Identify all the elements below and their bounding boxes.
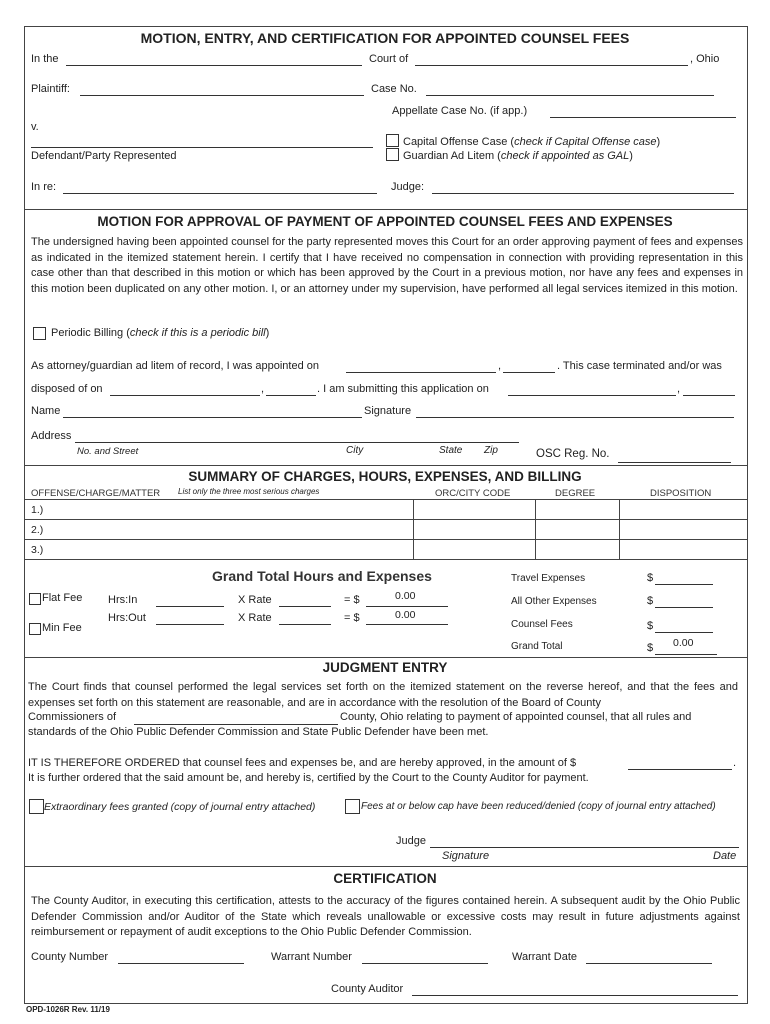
motion-heading: MOTION FOR APPROVAL OF PAYMENT OF APPOINTED COUNSEL FEES AND EXPENSES	[97, 214, 673, 229]
signature-field[interactable]	[416, 407, 734, 418]
county-number-field[interactable]	[118, 953, 244, 964]
divider	[24, 866, 747, 867]
col-offense: OFFENSE/CHARGE/MATTER	[31, 488, 161, 499]
city-label: City	[346, 445, 364, 456]
name-field[interactable]	[63, 407, 362, 418]
certified-text: It is further ordered that the said amount be, and hereby is, certified by the Court to the County Auditor for payment.	[28, 772, 589, 784]
table-line	[24, 559, 747, 560]
flat-fee-checkbox[interactable]	[29, 593, 41, 605]
hrs-in-field[interactable]	[156, 596, 224, 607]
hrs-out-label: Hrs:Out	[108, 612, 146, 624]
versus-label: v.	[31, 121, 39, 133]
osc-label: OSC Reg. No.	[536, 448, 610, 460]
disposed-date-field[interactable]	[110, 385, 260, 396]
table-row[interactable]: 1.)	[31, 504, 44, 516]
judge-signature-field[interactable]	[430, 837, 739, 848]
col-disposition: DISPOSITION	[650, 488, 712, 499]
dollar-sign: $	[647, 595, 654, 607]
dollar-sign: $	[647, 572, 654, 584]
divider	[24, 209, 747, 210]
state-label: State	[439, 445, 463, 456]
commissioners-label: Commissioners of	[28, 711, 117, 723]
divider	[24, 465, 747, 466]
submit-year-field[interactable]	[683, 385, 735, 396]
flat-fee-label: Flat Fee	[42, 592, 83, 604]
counsel-field[interactable]	[655, 622, 713, 633]
county-auditor-label: County Auditor	[331, 983, 404, 995]
comma: ,	[677, 383, 681, 395]
travel-label: Travel Expenses	[511, 573, 586, 584]
judge-label: Judge:	[391, 181, 425, 193]
commissioners-county-field[interactable]	[134, 714, 338, 725]
rate-in-field[interactable]	[279, 596, 331, 607]
county-auditor-field[interactable]	[412, 985, 738, 996]
form-frame	[24, 26, 748, 1004]
warrant-date-label: Warrant Date	[512, 951, 578, 963]
signature-caption: Signature	[442, 850, 490, 862]
ordered-text: IT IS THEREFORE ORDERED that counsel fees and expenses be, and are hereby approved, in the amount of $	[28, 757, 577, 769]
rate-out-field[interactable]	[279, 614, 331, 625]
grand-label: Grand Total	[511, 641, 563, 652]
divider	[24, 657, 747, 658]
address-label: Address	[31, 430, 72, 442]
table-col-line	[535, 499, 536, 559]
comma: ,	[498, 360, 502, 372]
in-re-label: In re:	[31, 181, 57, 193]
col-degree: DEGREE	[555, 488, 596, 499]
periodic-billing-label: Periodic Billing (check if this is a periodic bill)	[51, 327, 270, 339]
table-line	[24, 539, 747, 540]
dollar-sign: $	[647, 642, 654, 654]
periodic-billing-checkbox[interactable]	[33, 327, 46, 340]
summary-heading: SUMMARY OF CHARGES, HOURS, EXPENSES, AND BILLING	[188, 469, 582, 484]
zip-label: Zip	[484, 445, 498, 456]
approved-amount-field[interactable]	[628, 759, 732, 770]
col-orc: ORC/CITY CODE	[435, 488, 511, 499]
certification-body: The County Auditor, in executing this certification, attests to the accuracy of the figures contained herein. A subsequent audit by the Ohio Public Defender Commission and/or Auditor of the State which reveals unallowable or excessive costs may result in future adjustments against reimbursement or repayment of audit exceptions to the Ohio Public Defender Commission.	[31, 895, 740, 938]
table-row[interactable]: 2.)	[31, 524, 44, 536]
terminated-label: . This case terminated and/or was	[557, 360, 722, 372]
name-label: Name	[31, 405, 61, 417]
county-field[interactable]	[415, 55, 688, 66]
other-field[interactable]	[655, 597, 713, 608]
warrant-number-label: Warrant Number	[271, 951, 352, 963]
judgment-text: standards of the Ohio Public Defender Commission and State Public Defender have been met.	[28, 726, 489, 738]
min-fee-label: Min Fee	[42, 622, 82, 634]
case-no-field[interactable]	[426, 85, 714, 96]
table-line	[24, 519, 747, 520]
table-row[interactable]: 3.)	[31, 544, 44, 556]
county-number-label: County Number	[31, 951, 109, 963]
appellate-label: Appellate Case No. (if app.)	[392, 105, 528, 117]
judgment-heading: JUDGMENT ENTRY	[322, 660, 448, 675]
judgment-text: County, Ohio relating to payment of appointed counsel, that all rules and	[340, 711, 692, 723]
judge-sign-label: Judge	[396, 835, 426, 847]
court-name-field[interactable]	[66, 55, 362, 66]
capital-offense-checkbox[interactable]	[386, 134, 399, 147]
case-no-label: Case No.	[371, 83, 417, 95]
other-label: All Other Expenses	[511, 596, 597, 607]
in-the-label: In the	[31, 53, 59, 65]
osc-field[interactable]	[618, 452, 731, 463]
hrs-in-label: Hrs:In	[108, 594, 138, 606]
defendant-field[interactable]	[31, 137, 373, 148]
table-line	[24, 499, 747, 500]
xrate-label: X Rate	[238, 612, 272, 624]
in-re-field[interactable]	[63, 183, 377, 194]
extraordinary-label: Extraordinary fees granted (copy of journal entry attached)	[44, 801, 316, 813]
equals-label: = $	[344, 612, 360, 624]
judgment-text: The Court finds that counsel performed the legal services set forth on the itemized statement on the reverse hereof, and that the fees and expenses set forth on this statement are reasonable, and are in accordance with the resolution of the Board of County	[28, 681, 738, 709]
certification-heading: CERTIFICATION	[333, 871, 437, 886]
hrs-out-field[interactable]	[156, 614, 224, 625]
reduced-label: Fees at or below cap have been reduced/denied (copy of journal entry attached)	[361, 801, 716, 812]
date-caption: Date	[713, 850, 737, 862]
grand-total-value: 0.00	[673, 637, 694, 649]
plaintiff-label: Plaintiff:	[31, 83, 70, 95]
amount-out-value: 0.00	[395, 609, 416, 621]
comma: ,	[261, 383, 265, 395]
appellate-field[interactable]	[550, 107, 736, 118]
counsel-label: Counsel Fees	[511, 619, 573, 630]
court-of-label: Court of	[369, 53, 409, 65]
totals-heading: Grand Total Hours and Expenses	[212, 568, 432, 584]
xrate-label: X Rate	[238, 594, 272, 606]
form-title: MOTION, ENTRY, AND CERTIFICATION FOR APPOINTED COUNSEL FEES	[140, 30, 630, 46]
travel-field[interactable]	[655, 574, 713, 585]
motion-body: The undersigned having been appointed counsel for the party represented moves this Court for an order approving payment of fees and expenses as indicated in the itemized statement herein. I certify that I have received no compensation in connection with providing representation in this case other than that described in this motion or which has been approved by the Court in a previous motion, nor have any fees and expenses in this motion been duplicated on any other motion. I, or an attorney under my supervision, have performed all legal services itemized in this motion.	[31, 236, 743, 295]
reduced-checkbox[interactable]	[345, 799, 360, 814]
form-number: OPD-1026R Rev. 11/19	[26, 1005, 110, 1014]
signature-label: Signature	[364, 405, 412, 417]
appointed-label: As attorney/guardian ad litem of record, I was appointed on	[31, 360, 320, 372]
extraordinary-checkbox[interactable]	[29, 799, 44, 814]
equals-label: = $	[344, 594, 360, 606]
street-label: No. and Street	[77, 446, 139, 457]
submit-date-field[interactable]	[508, 385, 676, 396]
amount-in-value: 0.00	[395, 590, 416, 602]
warrant-number-field[interactable]	[362, 953, 488, 964]
defendant-label: Defendant/Party Represented	[31, 150, 177, 162]
plaintiff-field[interactable]	[80, 85, 364, 96]
disposed-year-field[interactable]	[266, 385, 316, 396]
address-field[interactable]	[75, 432, 519, 443]
submitting-label: . I am submitting this application on	[317, 383, 489, 395]
table-col-line	[619, 499, 620, 559]
col-note: List only the three most serious charges	[178, 487, 320, 496]
gal-checkbox[interactable]	[386, 148, 399, 161]
ohio-label: , Ohio	[690, 53, 720, 65]
judge-field[interactable]	[432, 183, 734, 194]
warrant-date-field[interactable]	[586, 953, 712, 964]
period: .	[733, 757, 737, 769]
appointed-date-field[interactable]	[346, 362, 496, 373]
table-col-line	[413, 499, 414, 559]
disposed-label: disposed of on	[31, 383, 103, 395]
capital-offense-label: Capital Offense Case (check if Capital Offense case)	[403, 136, 661, 148]
min-fee-checkbox[interactable]	[29, 623, 41, 635]
appointed-year-field[interactable]	[503, 362, 555, 373]
gal-label: Guardian Ad Litem (check if appointed as GAL)	[403, 150, 633, 162]
dollar-sign: $	[647, 620, 654, 632]
